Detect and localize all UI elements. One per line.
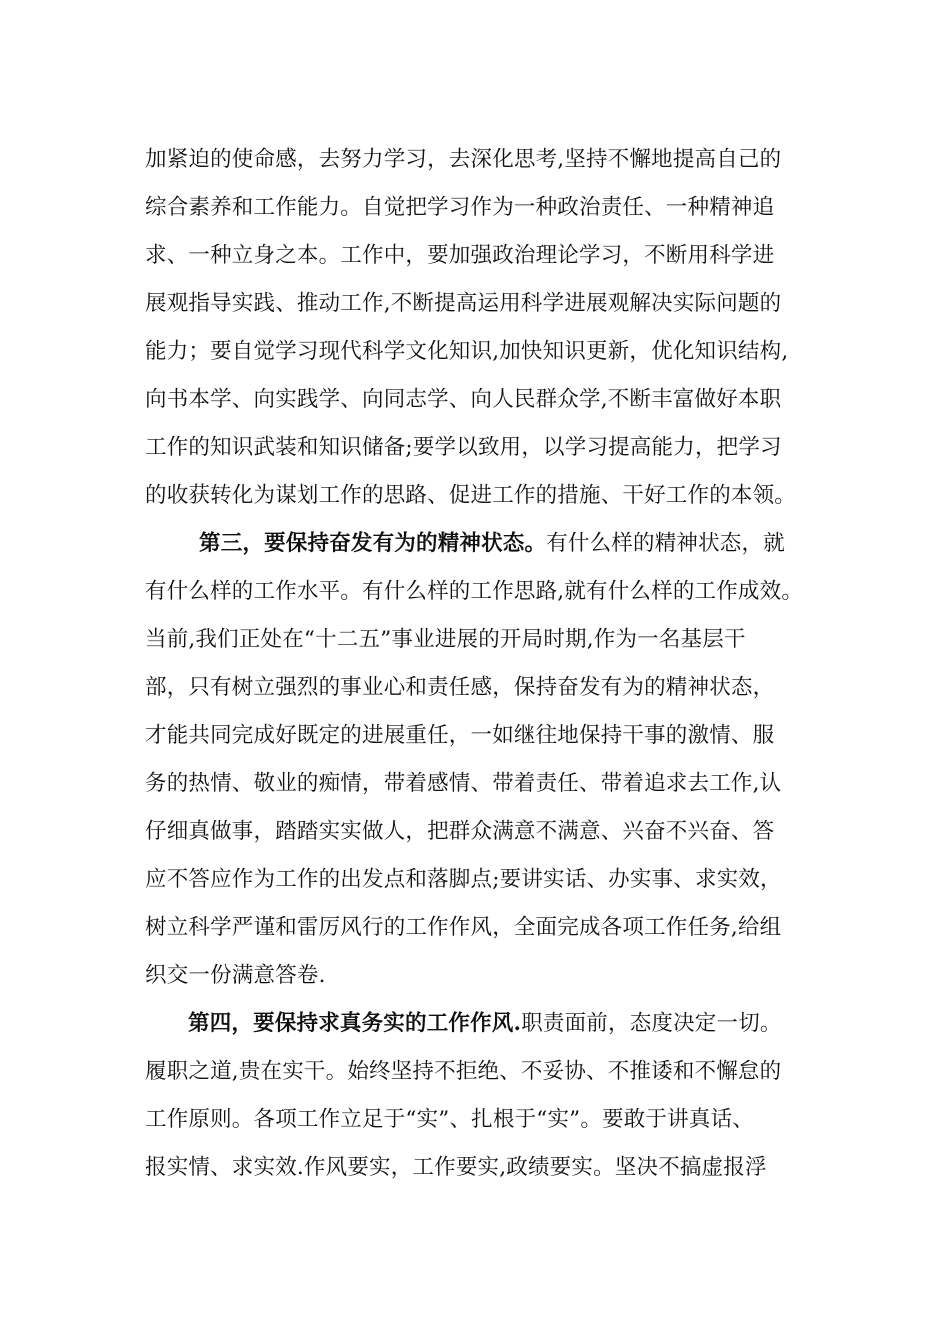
text-line: 能力；要自觉学习现代科学文化知识,加快知识更新，优化知识结构,	[145, 339, 789, 364]
text-line: 报实情、求实效.作风要实，工作要实,政绩要实。坚决不搞虚报浮	[145, 1155, 767, 1180]
text-line: 工作的知识武装和知识储备;要学以致用，以学习提高能力，把学习	[145, 435, 782, 460]
text-line: 加紧迫的使命感，去努力学习，去深化思考,坚持不懈地提高自己的	[145, 147, 782, 172]
text-line: 织交一份满意答卷.	[145, 963, 326, 988]
text-line: 当前,我们正处在“十二五”事业进展的开局时期,作为一名基层干	[145, 627, 746, 652]
section-four-heading: 第四，要保持求真务实的工作作风.	[188, 1011, 522, 1036]
text-line: 有什么样的工作水平。有什么样的工作思路,就有什么样的工作成效。	[145, 579, 804, 604]
text-line: 向书本学、向实践学、向同志学、向人民群众学,不断丰富做好本职	[145, 387, 782, 412]
text-line: 工作原则。各项工作立足于“实”、扎根于“实”。要敢于讲真话、	[145, 1107, 754, 1132]
text-line: 部，只有树立强烈的事业心和责任感，保持奋发有为的精神状态，	[145, 675, 775, 700]
text-line: 的收获转化为谋划工作的思路、促进工作的措施、干好工作的本领。	[145, 483, 797, 508]
text-line: 展观指导实践、推动工作,不断提高运用科学进展观解决实际问题的	[145, 291, 782, 316]
section-three-heading: 第三，要保持奋发有为的精神状态。	[199, 531, 547, 556]
text-line: 综合素养和工作能力。自觉把学习作为一种政治责任、一种精神追	[145, 195, 775, 220]
text-line: 仔细真做事，踏踏实实做人，把群众满意不满意、兴奋不兴奋、答	[145, 819, 775, 844]
text-line: 树立科学严谨和雷厉风行的工作作风，全面完成各项工作任务,给组	[145, 915, 782, 940]
text-line: 务的热情、敬业的痴情，带着感情、带着责任、带着追求去工作,认	[145, 771, 782, 796]
text-line: 履职之道,贵在实干。始终坚持不拒绝、不妥协、不推诿和不懈怠的	[145, 1059, 782, 1084]
text-line: 应不答应作为工作的出发点和落脚点;要讲实话、办实事、求实效，	[145, 867, 782, 892]
section-three-heading-line: 第三，要保持奋发有为的精神状态。有什么样的精神状态，就	[199, 531, 785, 556]
text-line: 才能共同完成好既定的进展重任，一如继往地保持干事的激情、服	[145, 723, 775, 748]
section-four-heading-line: 第四，要保持求真务实的工作作风.职责面前，态度决定一切。	[188, 1011, 782, 1036]
text-line: 求、一种立身之本。工作中，要加强政治理论学习，不断用科学进	[145, 243, 775, 268]
